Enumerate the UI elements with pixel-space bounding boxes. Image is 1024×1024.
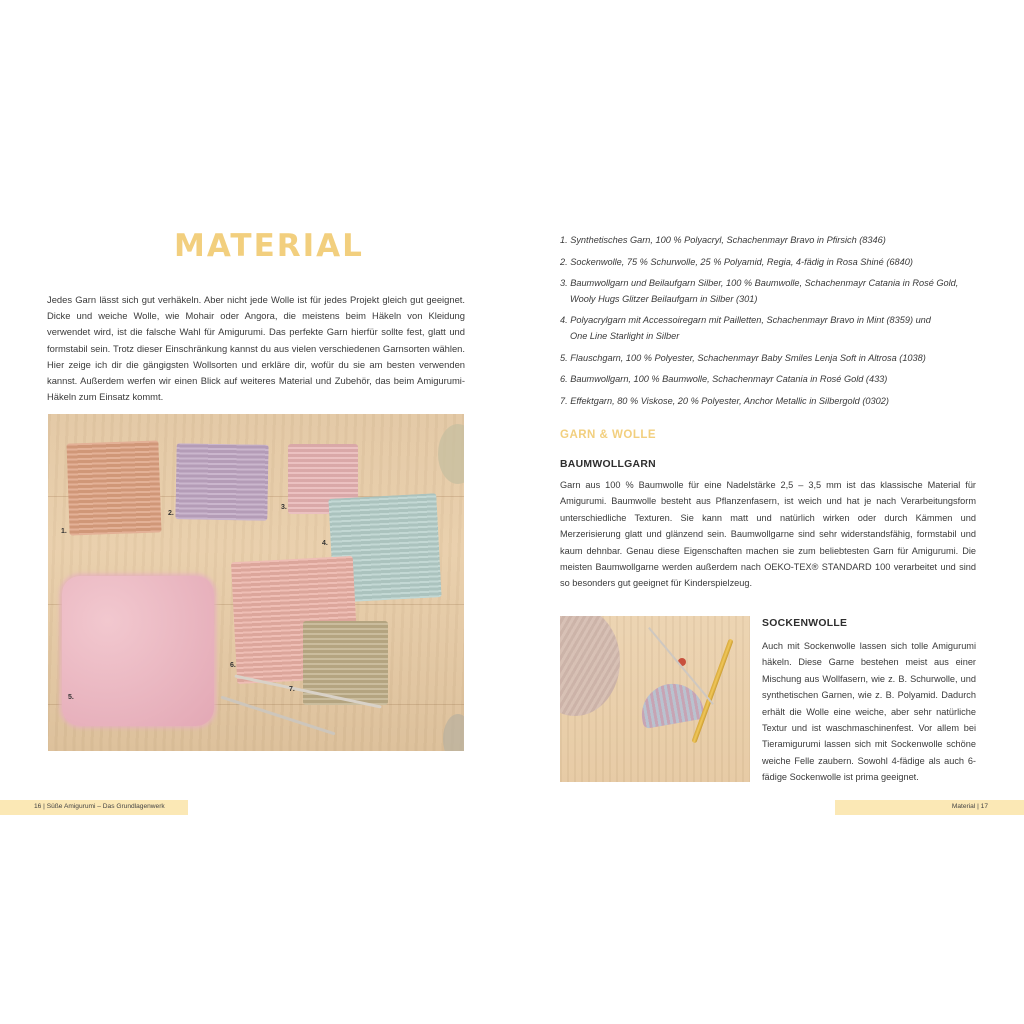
material-item: 6. Baumwollgarn, 100 % Baumwolle, Schachenmayr Catania in Rosé Gold (433) [560, 374, 888, 385]
footer-right-text: Material | 17 [951, 803, 988, 810]
swatch-label-4: 4. [322, 540, 328, 547]
swatch-label-3: 3. [281, 504, 287, 511]
swatch-2 [175, 443, 268, 521]
swatch-5 [62, 576, 214, 726]
material-item: 5. Flauschgarn, 100 % Polyester, Schachenmayr Baby Smiles Lenja Soft in Altrosa (1038) [560, 352, 926, 363]
intro-paragraph: Jedes Garn lässt sich gut verhäkeln. Aber nicht jede Wolle ist für jedes Projekt gleich gut geeignet. Dicke und weiche Wolle, wie Mohair oder Angora, die meistens beim Häkeln von Kleidung verwendet wird, ist die falsche Wahl für Amigurumi. Das perfekte Garn hierfür sollte fest, glatt und formstabil sein. Trotz dieser Einschränkung kannst du aus vielen verschiedenen Garnsorten wählen. Hier zeige ich dir die gängigsten Wollsorten und erkläre dir, wofür du sie am besten verwenden kannst. Außerdem werfen wir einen Blick auf weiteres Material und Zubehör, das beim Amigurumi-Häkeln zum Einsatz kommt. [47, 294, 465, 403]
material-item: 4. Polyacrylgarn mit Accessoiregarn mit Pailletten, Schachenmayr Bravo in Mint (8359) und One Line Starlight in Silber [560, 315, 931, 341]
page-title: MATERIAL [174, 228, 364, 264]
material-list [560, 233, 990, 415]
sockenwolle-text: Auch mit Sockenwolle lassen sich tolle Amigurumi häkeln. Diese Garne bestehen meist aus einer Mischung aus Wollfasern, wie z. B. Schurwolle, und synthetischen Garnen, wie z. B. Polyamid. Dadurch erhält die Wolle eine weiche, aber sehr natürliche Textur und ist waschmaschinenfest. Vor allem bei Tieramigurumi lassen sich mit Sockenwolle schöne weiche Felle zaubern. Sowohl 4-fädige als auch 6-fädige Sockenwolle ist prima geeignet. [762, 641, 976, 783]
material-item: 1. Synthetisches Garn, 100 % Polyacryl, Schachenmayr Bravo in Pfirsich (8346) [560, 235, 886, 245]
footer-left-text: 16 | Süße Amigurumi – Das Grundlagenwerk [34, 803, 165, 810]
yarn-swatches-photo [48, 414, 464, 751]
swatch-label-2: 2. [168, 510, 174, 517]
footer-left [0, 800, 188, 815]
sockenwolle-heading: SOCKENWOLLE [762, 618, 848, 629]
swatch-label-7: 7. [289, 686, 295, 693]
footer-right [835, 800, 1024, 815]
swatch-label-6: 6. [230, 662, 236, 669]
swatch-label-1: 1. [61, 528, 67, 535]
material-item: 7. Effektgarn, 80 % Viskose, 20 % Polyester, Anchor Metallic in Silbergold (0302) [560, 395, 889, 406]
material-item: 3. Baumwollgarn und Beilaufgarn Silber, 100 % Baumwolle, Schachenmayr Catania in Rosé Gold, Wooly Hugs Glitzer Beilaufgarn in Silber (301) [560, 278, 959, 304]
sock-yarn-photo [560, 616, 750, 782]
right-page [512, 0, 1024, 1024]
swatch-label-5: 5. [68, 694, 74, 701]
section-title: GARN & WOLLE [560, 429, 657, 441]
baumwollgarn-heading: BAUMWOLLGARN [560, 459, 656, 470]
baumwollgarn-text: Garn aus 100 % Baumwolle für eine Nadelstärke 2,5 – 3,5 mm ist das klassische Material für Amigurumi. Baumwolle besteht aus Pflanzenfasern, ist weich und hat je nach Verarbeitungsform unterschiedliche Texturen. Sie kann matt und natürlich wirken oder durch Kämmen und Merzerisierung glatt und glänzend sein. Baumwollgarne sind sehr widerstandsfähig, formstabil und kaum dehnbar. Genau diese Eigenschaften machen sie zum beliebtesten Garn für Amigurumi. Die meisten Baumwollgarne werden außerdem nach OEKO-TEX® STANDARD 100 verarbeitet und sind so besonders gut geeignet für Kinderspielzeug. [560, 480, 976, 589]
swatch-1 [66, 440, 161, 535]
material-item: 2. Sockenwolle, 75 % Schurwolle, 25 % Polyamid, Regia, 4-fädig in Rosa Shiné (6840) [560, 256, 913, 267]
